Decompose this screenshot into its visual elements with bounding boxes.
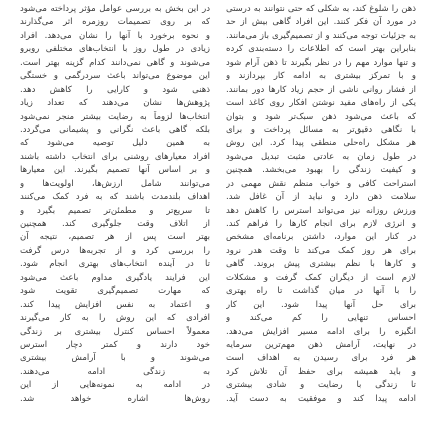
text-line: و باید همیشه برای حفظ آن تلاش کرد xyxy=(226,366,416,377)
text-line: بهتر است پس از هر تصمیم، نتیجه آن xyxy=(20,232,210,243)
text-line: را با آنها در میان گذاشت تا راه بهتری xyxy=(226,286,416,297)
text-line: و بر اساس آنها تصمیم بگیرند. این معیارها xyxy=(20,165,210,176)
text-line: برای حل آنها پیدا شود. این کار xyxy=(226,299,416,310)
text-line: برای هر روز کمک می‌کند تا وقت هدر نرود xyxy=(226,245,416,256)
text-line: با نگاهی دقیق‌تر به مسائل پرداخت و برای xyxy=(226,124,416,135)
text-line: معمولاً احساس کنترل بیشتری بر زندگی xyxy=(20,326,210,337)
text-line: هر مشکل راه‌حلی منطقی پیدا کرد. این روش xyxy=(226,138,416,149)
text-line: تا در آینده انتخاب‌های بهتری انجام شود. xyxy=(20,259,210,270)
text-line: و اعتماد به نفس افزایش پیدا کند. xyxy=(20,299,210,310)
text-line: افراد معیارهای روشنی برای انتخاب داشته باشند xyxy=(20,151,210,162)
text-line: در ادامه به نمونه‌هایی از این xyxy=(20,380,210,391)
text-line: و انرژی لازم برای انجام کارها را فراهم کند. xyxy=(226,219,416,229)
text-line: و با تمرکز بیشتری به ادامه کار بپردازند و xyxy=(226,71,416,82)
text-line: را بررسی کرد و از تجربه‌ها درس گرفت xyxy=(20,245,210,256)
text-line: می‌توانند شامل ارزش‌ها، اولویت‌ها و xyxy=(20,178,210,189)
text-line: که بر روی تصمیمات روزمره اثر می‌گذارند xyxy=(20,17,210,28)
text-line: و تنها موارد مهم را در نظر بگیرند تا ذهن آرام شود xyxy=(226,57,416,68)
text-line: انتخاب‌ها لزوماً به رضایت بیشتر منجر نمی‌شود xyxy=(20,111,210,122)
text-line: انگیزه را برای ادامه مسیر افزایش می‌دهد. xyxy=(226,326,416,337)
text-line: خود دارند و کمتر دچار استرس xyxy=(20,339,210,350)
text-line: احساس تنهایی را کم می‌کند و xyxy=(226,313,416,324)
text-line: لازم است از دیگران کمک گرفت و مشکلات xyxy=(226,272,416,283)
text-line: تا سریع‌تر و مطمئن‌تر تصمیم بگیرد و xyxy=(20,205,210,216)
text-line: و نحوه برخورد با آنها را نشان می‌دهد. افراد xyxy=(20,30,210,41)
text-line: به زندگی ادامه می‌دهند. xyxy=(20,366,210,377)
text-line: زیادی در طول روز با انتخاب‌های مختلفی روبرو xyxy=(20,44,210,55)
text-line: سلامت ذهن دارد و نباید از آن غافل شد. xyxy=(226,192,416,203)
text-line: که مهارت تصمیم‌گیری تقویت شود xyxy=(20,286,210,297)
text-line: به همین دلیل توصیه می‌شود که xyxy=(20,138,210,149)
text-line: به جزئیات توجه می‌کنند و از تصمیم‌گیری باز می‌مانند. xyxy=(226,30,416,41)
text-line: و کیفیت زندگی را بهبود می‌بخشد. همچنین xyxy=(226,165,416,176)
text-line: می‌شوند و گاهی نمی‌دانند کدام گزینه بهتر است. xyxy=(20,57,210,68)
text-line: در نهایت، آرامش ذهن مهم‌ترین سرمایه xyxy=(226,339,416,350)
text-line: پژوهش‌ها نشان می‌دهند که تعداد زیاد xyxy=(20,98,210,109)
text-line: که باعث می‌شود ذهن سبک‌تر شود و بتوان xyxy=(226,111,416,122)
text-line: ادامه پیدا کند و موفقیت به دست آید. xyxy=(226,393,416,404)
text-line: بلکه گاهی باعث نگرانی و پشیمانی می‌گردد. xyxy=(20,124,210,135)
text-line: این فرایند یادگیری مداوم باعث می‌شود xyxy=(20,272,210,283)
text-line: از اتلاف وقت جلوگیری کند. همچنین xyxy=(20,219,210,229)
text-line: اهداف بلندمدت باشند که به فرد کمک می‌کنند xyxy=(20,192,210,203)
text-line: در کنار این موارد، داشتن برنامه‌ای مشخص xyxy=(226,232,416,243)
text-line: هر فرد برای رسیدن به اهداف است xyxy=(226,353,416,364)
text-line: روش‌ها اشاره خواهد شد. xyxy=(20,393,210,404)
text-line: افرادی که این روش را به کار می‌گیرند xyxy=(20,313,210,324)
text-line: از فشار روانی ناشی از حجم زیاد کارها دور بمانند. xyxy=(226,84,416,95)
text-line: تا زندگی با رضایت و شادی بیشتری xyxy=(226,380,416,391)
text-line: ذهن را شلوغ کند، به شکلی که حتی نتوانند به درستی xyxy=(226,4,416,14)
text-line: در این بخش به بررسی عوامل مؤثر پرداخته می‌شود xyxy=(20,4,210,14)
text-line: بنابراین بهتر است که اطلاعات را دسته‌بندی کرده xyxy=(226,44,416,55)
text-line: در مورد آن فکر کنند. این افراد گاهی بیش از حد xyxy=(226,17,416,28)
text-line: یکی از راه‌های مفید نوشتن افکار روی کاغذ است xyxy=(226,98,416,109)
text-line: استراحت کافی و خواب منظم نقش مهمی در xyxy=(226,178,416,189)
text-line: می‌شوند و با آرامش بیشتری xyxy=(20,353,210,364)
text-line: ورزش روزانه نیز می‌تواند استرس را کاهش دهد xyxy=(226,205,416,216)
text-line: در طول زمان به عادتی مثبت تبدیل می‌شود xyxy=(226,151,416,162)
text-line: این موضوع می‌تواند باعث سردرگمی و خستگی xyxy=(20,71,210,82)
text-line: ذهنی شود و کارایی را کاهش دهد. xyxy=(20,84,210,95)
text-line: و کارها با نظم بیشتری پیش بروند. گاهی xyxy=(226,259,416,270)
text-column-left xyxy=(20,3,210,406)
text-column-right xyxy=(226,3,416,406)
